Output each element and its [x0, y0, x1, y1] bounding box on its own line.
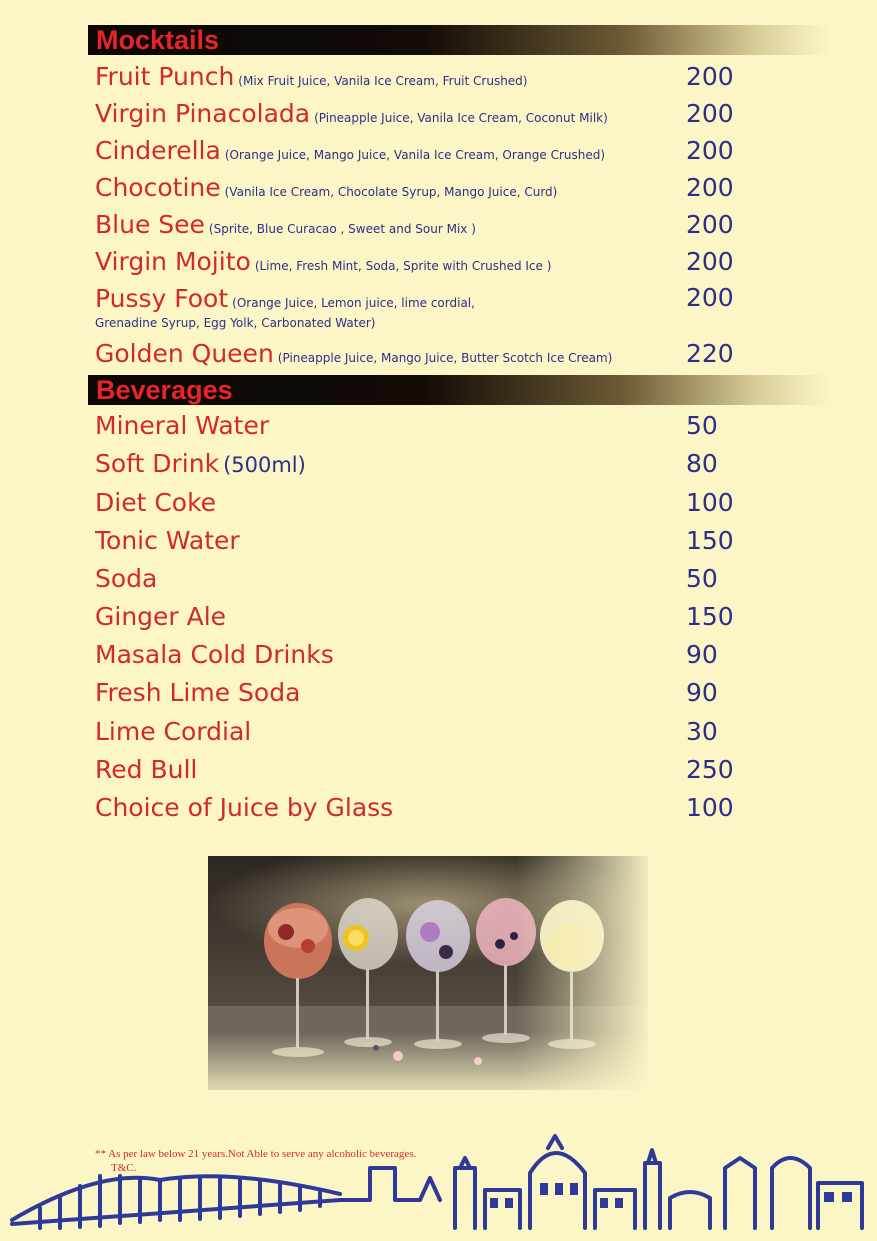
item-description: (Orange Juice, Mango Juice, Vanila Ice Cream, Orange Crushed): [224, 148, 606, 162]
item-name: Ginger Ale: [95, 602, 227, 631]
item-price: 50: [686, 411, 718, 440]
item-price: 200: [686, 136, 734, 165]
item-name: Pussy Foot: [95, 284, 229, 313]
menu-item: [95, 449, 306, 478]
item-name: Cinderella: [95, 136, 221, 165]
item-price: 100: [686, 488, 734, 517]
item-price: 80: [686, 449, 718, 478]
menu-item: [95, 284, 475, 330]
menu-item: [95, 488, 216, 517]
menu-item: [95, 173, 557, 202]
item-name: Red Bull: [95, 755, 198, 784]
legal-note-line2: T&C.: [111, 1162, 137, 1174]
item-name: Virgin Pinacolada: [95, 99, 311, 128]
legal-note-line1: ** As per law below 21 years.Not Able to serve any alcoholic beverages.: [95, 1148, 417, 1160]
menu-item: [95, 339, 612, 368]
item-price: 200: [686, 283, 734, 312]
menu-item: [95, 210, 476, 239]
menu-item: [95, 602, 226, 631]
item-price: 200: [686, 173, 734, 202]
menu-item: [95, 526, 240, 555]
item-price: 90: [686, 640, 718, 669]
item-name: Tonic Water: [95, 526, 240, 555]
item-price: 200: [686, 247, 734, 276]
item-description: (Lime, Fresh Mint, Soda, Sprite with Crushed Ice ): [254, 259, 552, 273]
item-description: (Pineapple Juice, Mango Juice, Butter Scotch Ice Cream): [277, 351, 613, 365]
item-description: (Sprite, Blue Curacao , Sweet and Sour Mix ): [208, 222, 476, 236]
item-name: Soda: [95, 564, 158, 593]
beverages-section-title: Beverages: [96, 375, 233, 405]
item-description: (Vanila Ice Cream, Chocolate Syrup, Mango Juice, Curd): [224, 185, 558, 199]
menu-item: [95, 793, 393, 822]
item-name: Fruit Punch: [95, 62, 235, 91]
item-description: (Pineapple Juice, Vanila Ice Cream, Coconut Milk): [314, 111, 608, 125]
item-price: 200: [686, 210, 734, 239]
menu-item: [95, 640, 334, 669]
menu-item: [95, 62, 527, 91]
menu-item: [95, 136, 605, 165]
item-name: Virgin Mojito: [95, 247, 251, 276]
mocktails-header-bar: [88, 25, 830, 55]
cocktail-glasses-illustration: [208, 856, 648, 1090]
item-price: 220: [686, 339, 734, 368]
item-name: Soft Drink: [95, 449, 220, 478]
item-price: 150: [686, 526, 734, 555]
item-price: 200: [686, 99, 734, 128]
item-name: Mineral Water: [95, 411, 270, 440]
beverages-header-bar: [88, 375, 830, 405]
item-price: 200: [686, 62, 734, 91]
item-description: (Mix Fruit Juice, Vanila Ice Cream, Fruit Crushed): [238, 74, 528, 88]
item-name: Chocotine: [95, 173, 221, 202]
menu-item: [95, 717, 251, 746]
item-price: 50: [686, 564, 718, 593]
item-name: Diet Coke: [95, 488, 217, 517]
mocktails-section-title: Mocktails: [96, 25, 220, 55]
item-name: Masala Cold Drinks: [95, 640, 334, 669]
item-price: 250: [686, 755, 734, 784]
item-name: Golden Queen: [95, 339, 274, 368]
menu-item: [95, 678, 300, 707]
menu-item: [95, 411, 269, 440]
item-name: Lime Cordial: [95, 717, 252, 746]
item-description: (Orange Juice, Lemon juice, lime cordial,: [232, 296, 475, 310]
menu-item: [95, 247, 551, 276]
city-skyline-illustration: [0, 1128, 877, 1241]
item-price: 150: [686, 602, 734, 631]
menu-item: [95, 564, 157, 593]
item-size: (500ml): [223, 453, 306, 477]
cocktail-glasses-photo: [208, 856, 648, 1090]
item-name: Blue See: [95, 210, 205, 239]
menu-item: [95, 99, 608, 128]
item-name: Fresh Lime Soda: [95, 678, 301, 707]
item-price: 30: [686, 717, 718, 746]
item-price: 100: [686, 793, 734, 822]
item-price: 90: [686, 678, 718, 707]
menu-item: [95, 755, 197, 784]
item-name: Choice of Juice by Glass: [95, 793, 394, 822]
item-description-continued: Grenadine Syrup, Egg Yolk, Carbonated Water): [95, 316, 376, 330]
